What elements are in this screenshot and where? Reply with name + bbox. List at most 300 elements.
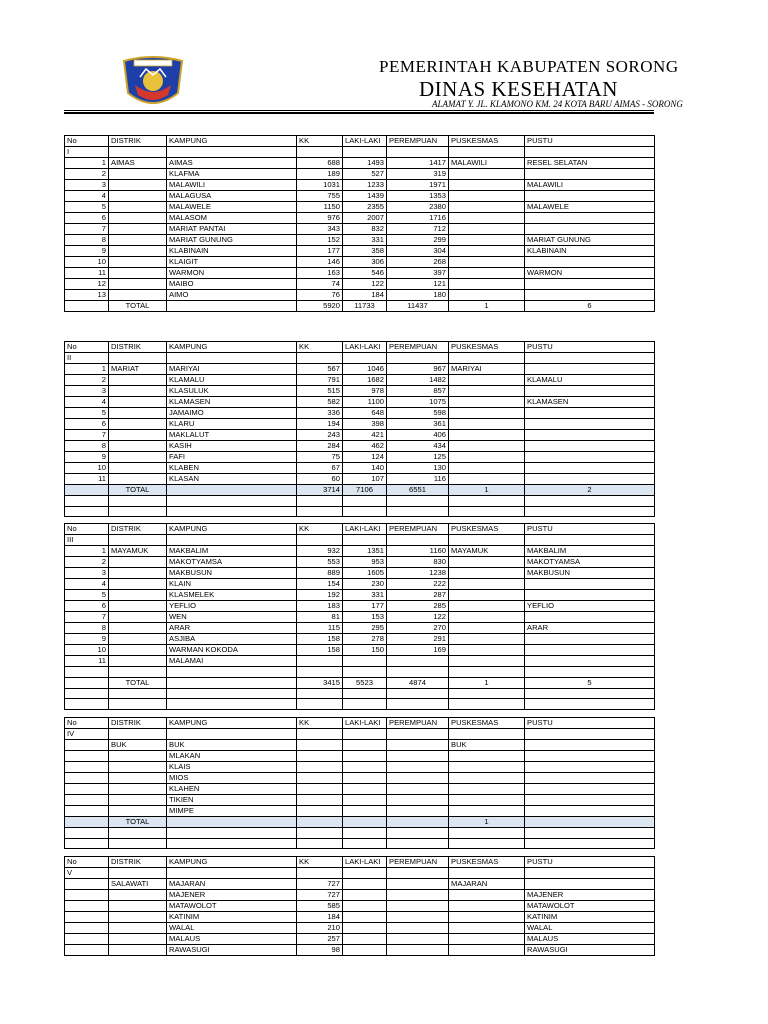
table-cell: 122 bbox=[343, 279, 387, 290]
table-cell: 98 bbox=[297, 945, 343, 956]
table-cell bbox=[65, 901, 109, 912]
table-cell: KLAMASEN bbox=[167, 397, 297, 408]
table-cell bbox=[387, 784, 449, 795]
table-cell: MAJARAN bbox=[167, 879, 297, 890]
table-cell bbox=[65, 934, 109, 945]
table-cell: 11 bbox=[65, 268, 109, 279]
empty-cell bbox=[167, 868, 297, 879]
table-cell bbox=[387, 890, 449, 901]
column-header: PEREMPUAN bbox=[387, 857, 449, 868]
table-cell bbox=[449, 784, 525, 795]
table-cell: 4 bbox=[65, 579, 109, 590]
empty-cell bbox=[167, 729, 297, 740]
empty-cell bbox=[167, 147, 297, 158]
table-cell: 9 bbox=[65, 246, 109, 257]
table-header-row bbox=[65, 524, 655, 535]
table-cell bbox=[109, 386, 167, 397]
empty-cell bbox=[387, 535, 449, 546]
table-row bbox=[65, 784, 655, 795]
table-cell: 67 bbox=[297, 463, 343, 474]
table-cell: 268 bbox=[387, 257, 449, 268]
table-cell bbox=[525, 191, 655, 202]
table-row bbox=[65, 568, 655, 579]
table-cell: 358 bbox=[343, 246, 387, 257]
table-cell: KASIH bbox=[167, 441, 297, 452]
table-cell bbox=[109, 923, 167, 934]
table-cell: MALASOM bbox=[167, 213, 297, 224]
table-cell: 515 bbox=[297, 386, 343, 397]
table-cell: 192 bbox=[297, 590, 343, 601]
table-cell: 243 bbox=[297, 430, 343, 441]
table-cell bbox=[65, 806, 109, 817]
table-cell: 299 bbox=[387, 235, 449, 246]
empty-cell bbox=[449, 828, 525, 839]
table-cell bbox=[525, 634, 655, 645]
table-cell: TIKIEN bbox=[167, 795, 297, 806]
table-row bbox=[65, 890, 655, 901]
column-header: PUSTU bbox=[525, 718, 655, 729]
table-cell bbox=[525, 784, 655, 795]
table-cell: MAKLALUT bbox=[167, 430, 297, 441]
empty-cell bbox=[297, 535, 343, 546]
empty-cell bbox=[109, 838, 167, 849]
table-cell: KLAHEN bbox=[167, 784, 297, 795]
table-cell bbox=[109, 452, 167, 463]
table-header-row bbox=[65, 718, 655, 729]
table-row bbox=[65, 762, 655, 773]
table-cell: 287 bbox=[387, 590, 449, 601]
table-cell bbox=[449, 795, 525, 806]
column-header: KK bbox=[297, 524, 343, 535]
column-header: KAMPUNG bbox=[167, 136, 297, 147]
table-cell bbox=[109, 645, 167, 656]
table-row bbox=[65, 452, 655, 463]
column-header: DISTRIK bbox=[109, 136, 167, 147]
empty-cell bbox=[109, 353, 167, 364]
table-cell: 122 bbox=[387, 612, 449, 623]
table-cell: 210 bbox=[297, 923, 343, 934]
empty-cell bbox=[387, 729, 449, 740]
table-cell bbox=[449, 375, 525, 386]
column-header: DISTRIK bbox=[109, 857, 167, 868]
table-cell: 1150 bbox=[297, 202, 343, 213]
header-rule bbox=[64, 110, 654, 111]
empty-cell bbox=[343, 353, 387, 364]
table-cell bbox=[387, 806, 449, 817]
column-header: PUSKESMAS bbox=[449, 524, 525, 535]
table-cell: 755 bbox=[297, 191, 343, 202]
table-cell: 397 bbox=[387, 268, 449, 279]
table-cell: MARIYAI bbox=[167, 364, 297, 375]
empty-cell bbox=[525, 147, 655, 158]
table-cell bbox=[449, 191, 525, 202]
table-cell: 857 bbox=[387, 386, 449, 397]
table-cell bbox=[449, 202, 525, 213]
table-cell bbox=[449, 751, 525, 762]
table-cell: 177 bbox=[343, 601, 387, 612]
table-cell: 194 bbox=[297, 419, 343, 430]
total-label: TOTAL bbox=[109, 677, 167, 688]
table-cell bbox=[449, 180, 525, 191]
total-pustu: 2 bbox=[525, 485, 655, 496]
section-number: III bbox=[65, 535, 109, 546]
column-header: PEREMPUAN bbox=[387, 718, 449, 729]
table-cell: 967 bbox=[387, 364, 449, 375]
table-cell: RAWASUGI bbox=[525, 945, 655, 956]
empty-cell bbox=[167, 828, 297, 839]
table-cell bbox=[387, 773, 449, 784]
table-cell: AIMO bbox=[167, 290, 297, 301]
table-cell bbox=[109, 890, 167, 901]
table-cell: 11 bbox=[65, 656, 109, 667]
table-cell: MALAWELE bbox=[525, 202, 655, 213]
section-number-row bbox=[65, 353, 655, 364]
table-cell bbox=[525, 590, 655, 601]
table-cell: 11 bbox=[65, 474, 109, 485]
table-cell bbox=[109, 806, 167, 817]
section-table bbox=[64, 135, 655, 312]
empty-cell bbox=[167, 535, 297, 546]
column-header: KK bbox=[297, 718, 343, 729]
table-cell bbox=[109, 901, 167, 912]
empty-cell bbox=[343, 729, 387, 740]
table-cell: 130 bbox=[387, 463, 449, 474]
total-pustu: 5 bbox=[525, 677, 655, 688]
table-cell: 180 bbox=[387, 290, 449, 301]
table-cell: MAKBUSUN bbox=[167, 568, 297, 579]
total-row bbox=[65, 817, 655, 828]
empty-cell bbox=[297, 147, 343, 158]
table-cell: 184 bbox=[297, 912, 343, 923]
table-row bbox=[65, 180, 655, 191]
table-cell: 230 bbox=[343, 579, 387, 590]
table-cell bbox=[109, 235, 167, 246]
table-cell bbox=[109, 762, 167, 773]
table-cell: 398 bbox=[343, 419, 387, 430]
table-cell bbox=[525, 645, 655, 656]
table-cell bbox=[109, 612, 167, 623]
table-cell bbox=[449, 452, 525, 463]
table-cell bbox=[65, 667, 109, 678]
total-puskesmas: 1 bbox=[449, 301, 525, 312]
table-cell: 1238 bbox=[387, 568, 449, 579]
table-cell: 81 bbox=[297, 612, 343, 623]
table-cell bbox=[109, 169, 167, 180]
table-cell bbox=[109, 601, 167, 612]
table-cell bbox=[449, 430, 525, 441]
table-cell bbox=[525, 279, 655, 290]
table-cell: 1605 bbox=[343, 568, 387, 579]
header-title: PEMERINTAH KABUPATEN SORONG bbox=[379, 57, 679, 76]
empty-cell bbox=[387, 699, 449, 710]
table-cell: MALAWILI bbox=[167, 180, 297, 191]
table-cell: KATINIM bbox=[525, 912, 655, 923]
table-cell: YEFLIO bbox=[167, 601, 297, 612]
section-number-row bbox=[65, 868, 655, 879]
empty-cell bbox=[449, 729, 525, 740]
empty-cell bbox=[387, 868, 449, 879]
empty-cell bbox=[525, 506, 655, 517]
table-cell: MALAMAI bbox=[167, 656, 297, 667]
table-cell: KLASMELEK bbox=[167, 590, 297, 601]
empty-cell bbox=[525, 868, 655, 879]
table-cell bbox=[109, 408, 167, 419]
table-cell: MAJENER bbox=[525, 890, 655, 901]
table-cell bbox=[109, 246, 167, 257]
table-cell: MAKOTYAMSA bbox=[167, 557, 297, 568]
table-cell bbox=[525, 612, 655, 623]
table-cell: 304 bbox=[387, 246, 449, 257]
table-header-row bbox=[65, 136, 655, 147]
table-cell: KLAIS bbox=[167, 762, 297, 773]
kabupaten-emblem-icon bbox=[120, 55, 186, 111]
column-header: KK bbox=[297, 342, 343, 353]
table-cell bbox=[343, 923, 387, 934]
table-cell bbox=[449, 419, 525, 430]
total-puskesmas: 1 bbox=[449, 677, 525, 688]
table-cell: 154 bbox=[297, 579, 343, 590]
column-header: KK bbox=[297, 857, 343, 868]
table-cell bbox=[109, 773, 167, 784]
empty-cell bbox=[449, 699, 525, 710]
table-cell bbox=[343, 762, 387, 773]
empty-cell bbox=[525, 838, 655, 849]
table-cell: WARMAN KOKODA bbox=[167, 645, 297, 656]
table-cell bbox=[525, 408, 655, 419]
empty-cell bbox=[167, 817, 297, 828]
table-cell bbox=[525, 806, 655, 817]
table-cell: 8 bbox=[65, 441, 109, 452]
table-cell bbox=[343, 806, 387, 817]
empty-cell bbox=[387, 147, 449, 158]
table-row bbox=[65, 656, 655, 667]
empty-cell bbox=[387, 838, 449, 849]
table-cell: 146 bbox=[297, 257, 343, 268]
empty-cell bbox=[449, 838, 525, 849]
empty-cell bbox=[449, 496, 525, 507]
table-cell bbox=[65, 912, 109, 923]
empty-cell bbox=[167, 353, 297, 364]
table-cell: KLASAN bbox=[167, 474, 297, 485]
table-cell: 1353 bbox=[387, 191, 449, 202]
table-cell bbox=[449, 656, 525, 667]
table-cell: BUK bbox=[449, 740, 525, 751]
table-cell bbox=[449, 934, 525, 945]
empty-cell bbox=[343, 147, 387, 158]
table-cell bbox=[449, 945, 525, 956]
table-cell bbox=[449, 623, 525, 634]
table-cell: 9 bbox=[65, 452, 109, 463]
table-cell bbox=[297, 667, 343, 678]
table-cell: MARIYAI bbox=[449, 364, 525, 375]
table-cell: MAYAMUK bbox=[449, 546, 525, 557]
table-cell: 1046 bbox=[343, 364, 387, 375]
table-cell: MALAGUSA bbox=[167, 191, 297, 202]
table-cell: WEN bbox=[167, 612, 297, 623]
table-cell bbox=[109, 945, 167, 956]
empty-cell bbox=[109, 828, 167, 839]
column-header: No bbox=[65, 136, 109, 147]
table-cell bbox=[343, 795, 387, 806]
table-cell bbox=[343, 667, 387, 678]
table-cell bbox=[109, 397, 167, 408]
table-cell: 60 bbox=[297, 474, 343, 485]
table-cell bbox=[109, 656, 167, 667]
table-cell bbox=[449, 806, 525, 817]
empty-cell bbox=[297, 688, 343, 699]
table-cell bbox=[449, 257, 525, 268]
table-row bbox=[65, 419, 655, 430]
table-row bbox=[65, 279, 655, 290]
table-cell: 3 bbox=[65, 180, 109, 191]
table-cell bbox=[387, 656, 449, 667]
table-cell: 830 bbox=[387, 557, 449, 568]
table-cell: 4 bbox=[65, 191, 109, 202]
table-row bbox=[65, 612, 655, 623]
column-header: KAMPUNG bbox=[167, 718, 297, 729]
empty-cell bbox=[449, 353, 525, 364]
table-row bbox=[65, 290, 655, 301]
table-cell: 712 bbox=[387, 224, 449, 235]
header-subtitle: DINAS KESEHATAN bbox=[419, 77, 618, 101]
empty-cell bbox=[167, 688, 297, 699]
blank-row bbox=[65, 828, 655, 839]
table-cell: KLARU bbox=[167, 419, 297, 430]
table-cell bbox=[449, 773, 525, 784]
table-cell: RESEL SELATAN bbox=[525, 158, 655, 169]
table-cell: 153 bbox=[343, 612, 387, 623]
column-header: No bbox=[65, 857, 109, 868]
table-row bbox=[65, 158, 655, 169]
table-cell bbox=[525, 474, 655, 485]
table-cell: ASJIBA bbox=[167, 634, 297, 645]
empty-cell bbox=[167, 301, 297, 312]
table-row bbox=[65, 773, 655, 784]
total-kk: 5920 bbox=[297, 301, 343, 312]
table-cell: 5 bbox=[65, 590, 109, 601]
table-cell: WALAL bbox=[525, 923, 655, 934]
table-cell bbox=[109, 375, 167, 386]
table-cell bbox=[343, 912, 387, 923]
table-cell: 4 bbox=[65, 397, 109, 408]
table-cell: 546 bbox=[343, 268, 387, 279]
section-table bbox=[64, 341, 655, 517]
table-cell: KLAMALU bbox=[167, 375, 297, 386]
empty-cell bbox=[109, 699, 167, 710]
total-label: TOTAL bbox=[109, 301, 167, 312]
table-cell bbox=[109, 430, 167, 441]
empty-cell bbox=[109, 147, 167, 158]
table-cell: 177 bbox=[297, 246, 343, 257]
column-header: LAKI-LAKI bbox=[343, 342, 387, 353]
table-cell: 648 bbox=[343, 408, 387, 419]
blank-row bbox=[65, 699, 655, 710]
table-cell bbox=[525, 740, 655, 751]
empty-cell bbox=[167, 699, 297, 710]
table-cell bbox=[297, 784, 343, 795]
table-cell: 291 bbox=[387, 634, 449, 645]
empty-cell bbox=[449, 147, 525, 158]
empty-cell bbox=[343, 868, 387, 879]
table-cell bbox=[449, 169, 525, 180]
table-cell bbox=[109, 667, 167, 678]
empty-cell bbox=[65, 301, 109, 312]
table-row bbox=[65, 751, 655, 762]
table-cell bbox=[343, 740, 387, 751]
total-row bbox=[65, 485, 655, 496]
table-cell: MALAWILI bbox=[525, 180, 655, 191]
table-cell: 406 bbox=[387, 430, 449, 441]
table-cell: 331 bbox=[343, 235, 387, 246]
table-cell: 1 bbox=[65, 364, 109, 375]
table-cell: 10 bbox=[65, 463, 109, 474]
table-cell: 832 bbox=[343, 224, 387, 235]
table-cell bbox=[449, 408, 525, 419]
table-cell: MARIAT GUNUNG bbox=[525, 235, 655, 246]
table-cell: 434 bbox=[387, 441, 449, 452]
empty-cell bbox=[167, 485, 297, 496]
table-cell: JAMAIMO bbox=[167, 408, 297, 419]
empty-cell bbox=[65, 828, 109, 839]
total-pustu bbox=[525, 817, 655, 828]
table-cell: 5 bbox=[65, 408, 109, 419]
table-cell bbox=[109, 463, 167, 474]
table-cell: 115 bbox=[297, 623, 343, 634]
table-cell bbox=[297, 806, 343, 817]
empty-cell bbox=[343, 838, 387, 849]
table-cell: ARAR bbox=[525, 623, 655, 634]
table-cell: MALAWILI bbox=[449, 158, 525, 169]
table-cell: 1351 bbox=[343, 546, 387, 557]
table-cell: 1439 bbox=[343, 191, 387, 202]
table-cell bbox=[525, 463, 655, 474]
table-cell bbox=[525, 224, 655, 235]
table-row bbox=[65, 397, 655, 408]
empty-cell bbox=[167, 677, 297, 688]
column-header: LAKI-LAKI bbox=[343, 136, 387, 147]
empty-cell bbox=[167, 506, 297, 517]
table-cell bbox=[449, 590, 525, 601]
table-row bbox=[65, 474, 655, 485]
table-cell bbox=[525, 364, 655, 375]
column-header: PUSKESMAS bbox=[449, 342, 525, 353]
table-cell: 976 bbox=[297, 213, 343, 224]
table-row bbox=[65, 912, 655, 923]
table-cell: SALAWATI bbox=[109, 879, 167, 890]
empty-cell bbox=[65, 496, 109, 507]
table-cell bbox=[109, 224, 167, 235]
table-cell bbox=[525, 751, 655, 762]
table-cell: FAFI bbox=[167, 452, 297, 463]
table-cell bbox=[449, 213, 525, 224]
table-cell bbox=[109, 474, 167, 485]
table-cell: 5 bbox=[65, 202, 109, 213]
section-table bbox=[64, 856, 655, 956]
table-cell bbox=[109, 268, 167, 279]
table-cell bbox=[109, 912, 167, 923]
column-header: LAKI-LAKI bbox=[343, 857, 387, 868]
table-cell bbox=[525, 430, 655, 441]
table-cell bbox=[449, 912, 525, 923]
empty-cell bbox=[343, 699, 387, 710]
table-cell: 6 bbox=[65, 419, 109, 430]
table-cell bbox=[449, 474, 525, 485]
table-row bbox=[65, 235, 655, 246]
table-cell bbox=[343, 879, 387, 890]
empty-cell bbox=[525, 353, 655, 364]
table-cell bbox=[109, 784, 167, 795]
empty-cell bbox=[65, 699, 109, 710]
